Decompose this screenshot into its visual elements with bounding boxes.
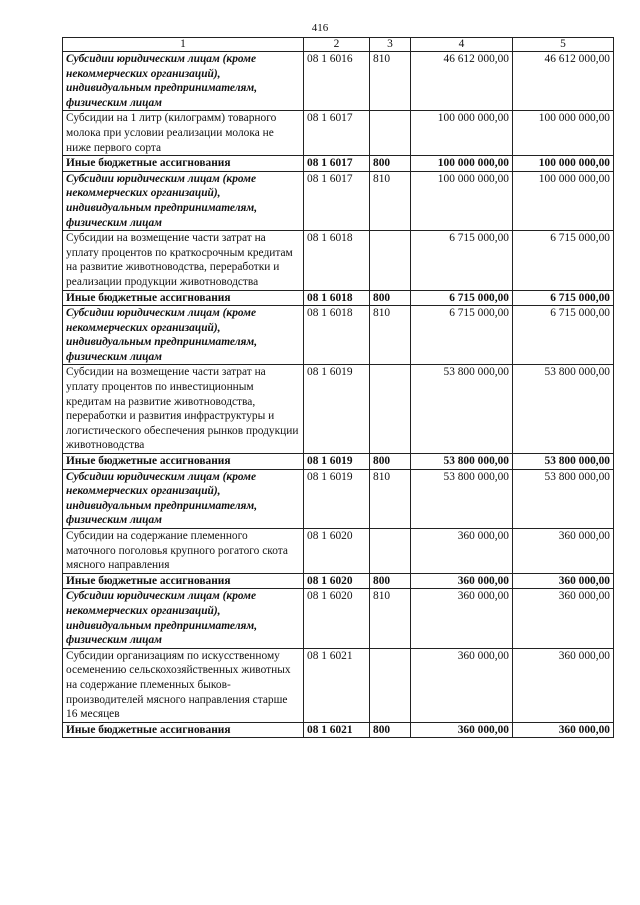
row-amount-1-cell: 100 000 000,00 <box>411 156 513 172</box>
row-expense-type-cell <box>370 365 411 454</box>
row-name-cell: Субсидии на возмещение части затрат на уплату процентов по краткосрочным кредитам на развитие животноводства, переработки и реализации продукции животноводства <box>63 231 304 290</box>
row-amount-2-cell: 46 612 000,00 <box>513 52 614 111</box>
row-expense-type-cell <box>370 231 411 290</box>
header-col-2: 2 <box>304 38 370 52</box>
table-row <box>63 231 614 290</box>
table-row <box>63 589 614 648</box>
row-amount-1-cell: 360 000,00 <box>411 573 513 589</box>
row-amount-2-cell: 360 000,00 <box>513 589 614 648</box>
row-amount-2-cell: 360 000,00 <box>513 648 614 722</box>
table-body <box>63 52 614 738</box>
header-col-3: 3 <box>370 38 411 52</box>
row-expense-type-cell: 810 <box>370 171 411 230</box>
row-amount-1-cell: 360 000,00 <box>411 648 513 722</box>
row-code-cell: 08 1 6017 <box>304 111 370 156</box>
row-expense-type-cell: 800 <box>370 722 411 738</box>
table-row <box>63 290 614 306</box>
row-amount-1-cell: 53 800 000,00 <box>411 365 513 454</box>
row-amount-1-cell: 360 000,00 <box>411 589 513 648</box>
row-expense-type-cell: 800 <box>370 454 411 470</box>
row-expense-type-cell: 810 <box>370 469 411 528</box>
row-expense-type-cell: 800 <box>370 573 411 589</box>
row-code-cell: 08 1 6019 <box>304 454 370 470</box>
header-col-1: 1 <box>63 38 304 52</box>
row-amount-2-cell: 6 715 000,00 <box>513 306 614 365</box>
row-amount-1-cell: 6 715 000,00 <box>411 231 513 290</box>
table-row <box>63 469 614 528</box>
row-amount-1-cell: 46 612 000,00 <box>411 52 513 111</box>
budget-table <box>62 37 614 738</box>
row-expense-type-cell: 810 <box>370 589 411 648</box>
row-amount-2-cell: 53 800 000,00 <box>513 365 614 454</box>
row-code-cell: 08 1 6021 <box>304 648 370 722</box>
row-amount-2-cell: 6 715 000,00 <box>513 290 614 306</box>
row-name-cell: Субсидии на 1 литр (килограмм) товарного молока при условии реализации молока не ниже первого сорта <box>63 111 304 156</box>
row-amount-2-cell: 360 000,00 <box>513 573 614 589</box>
row-name-cell: Иные бюджетные ассигнования <box>63 454 304 470</box>
row-amount-2-cell: 100 000 000,00 <box>513 111 614 156</box>
table-row <box>63 722 614 738</box>
row-code-cell: 08 1 6016 <box>304 52 370 111</box>
row-amount-2-cell: 53 800 000,00 <box>513 469 614 528</box>
row-code-cell: 08 1 6018 <box>304 231 370 290</box>
header-col-4: 4 <box>411 38 513 52</box>
row-amount-1-cell: 100 000 000,00 <box>411 171 513 230</box>
row-name-cell: Иные бюджетные ассигнования <box>63 156 304 172</box>
row-code-cell: 08 1 6018 <box>304 290 370 306</box>
row-amount-1-cell: 100 000 000,00 <box>411 111 513 156</box>
row-name-cell: Иные бюджетные ассигнования <box>63 573 304 589</box>
table-row <box>63 529 614 574</box>
row-code-cell: 08 1 6018 <box>304 306 370 365</box>
row-code-cell: 08 1 6020 <box>304 573 370 589</box>
row-amount-2-cell: 53 800 000,00 <box>513 454 614 470</box>
table-row <box>63 454 614 470</box>
row-code-cell: 08 1 6020 <box>304 589 370 648</box>
table-row <box>63 171 614 230</box>
row-expense-type-cell: 810 <box>370 306 411 365</box>
row-amount-1-cell: 360 000,00 <box>411 529 513 574</box>
row-name-cell: Иные бюджетные ассигнования <box>63 290 304 306</box>
row-name-cell: Субсидии юридическим лицам (кроме некоммерческих организаций), индивидуальным предпринимателям, физическим лицам <box>63 306 304 365</box>
table-row <box>63 52 614 111</box>
row-name-cell: Субсидии юридическим лицам (кроме некоммерческих организаций), индивидуальным предпринимателям, физическим лицам <box>63 52 304 111</box>
row-amount-1-cell: 6 715 000,00 <box>411 290 513 306</box>
row-name-cell: Субсидии на возмещение части затрат на уплату процентов по инвестиционным кредитам на развитие животноводства, переработки и развития инфраструктуры и логистического обеспечения рынков продукции животноводства <box>63 365 304 454</box>
row-amount-1-cell: 53 800 000,00 <box>411 469 513 528</box>
table-row <box>63 573 614 589</box>
row-expense-type-cell: 800 <box>370 156 411 172</box>
row-name-cell: Субсидии на содержание племенного маточного поголовья крупного рогатого скота мясного направления <box>63 529 304 574</box>
row-name-cell: Субсидии организациям по искусственному осеменению сельскохозяйственных животных на содержание племенных быков-производителей мясного направления старше 16 месяцев <box>63 648 304 722</box>
row-code-cell: 08 1 6017 <box>304 156 370 172</box>
row-name-cell: Субсидии юридическим лицам (кроме некоммерческих организаций), индивидуальным предпринимателям, физическим лицам <box>63 589 304 648</box>
table-row <box>63 156 614 172</box>
row-code-cell: 08 1 6019 <box>304 365 370 454</box>
row-expense-type-cell: 800 <box>370 290 411 306</box>
row-code-cell: 08 1 6020 <box>304 529 370 574</box>
row-name-cell: Иные бюджетные ассигнования <box>63 722 304 738</box>
table-row <box>63 306 614 365</box>
row-expense-type-cell <box>370 648 411 722</box>
page-number: 416 <box>311 22 329 34</box>
table-header-row <box>63 38 614 52</box>
row-expense-type-cell: 810 <box>370 52 411 111</box>
row-name-cell: Субсидии юридическим лицам (кроме некоммерческих организаций), индивидуальным предпринимателям, физическим лицам <box>63 171 304 230</box>
row-amount-2-cell: 360 000,00 <box>513 529 614 574</box>
row-name-cell: Субсидии юридическим лицам (кроме некоммерческих организаций), индивидуальным предпринимателям, физическим лицам <box>63 469 304 528</box>
row-code-cell: 08 1 6019 <box>304 469 370 528</box>
row-amount-2-cell: 6 715 000,00 <box>513 231 614 290</box>
row-code-cell: 08 1 6021 <box>304 722 370 738</box>
row-amount-2-cell: 100 000 000,00 <box>513 171 614 230</box>
row-expense-type-cell <box>370 111 411 156</box>
row-expense-type-cell <box>370 529 411 574</box>
row-amount-1-cell: 6 715 000,00 <box>411 306 513 365</box>
row-amount-2-cell: 360 000,00 <box>513 722 614 738</box>
table-row <box>63 365 614 454</box>
table-row <box>63 648 614 722</box>
table-row <box>63 111 614 156</box>
header-col-5: 5 <box>513 38 614 52</box>
row-amount-1-cell: 53 800 000,00 <box>411 454 513 470</box>
row-amount-2-cell: 100 000 000,00 <box>513 156 614 172</box>
row-amount-1-cell: 360 000,00 <box>411 722 513 738</box>
row-code-cell: 08 1 6017 <box>304 171 370 230</box>
